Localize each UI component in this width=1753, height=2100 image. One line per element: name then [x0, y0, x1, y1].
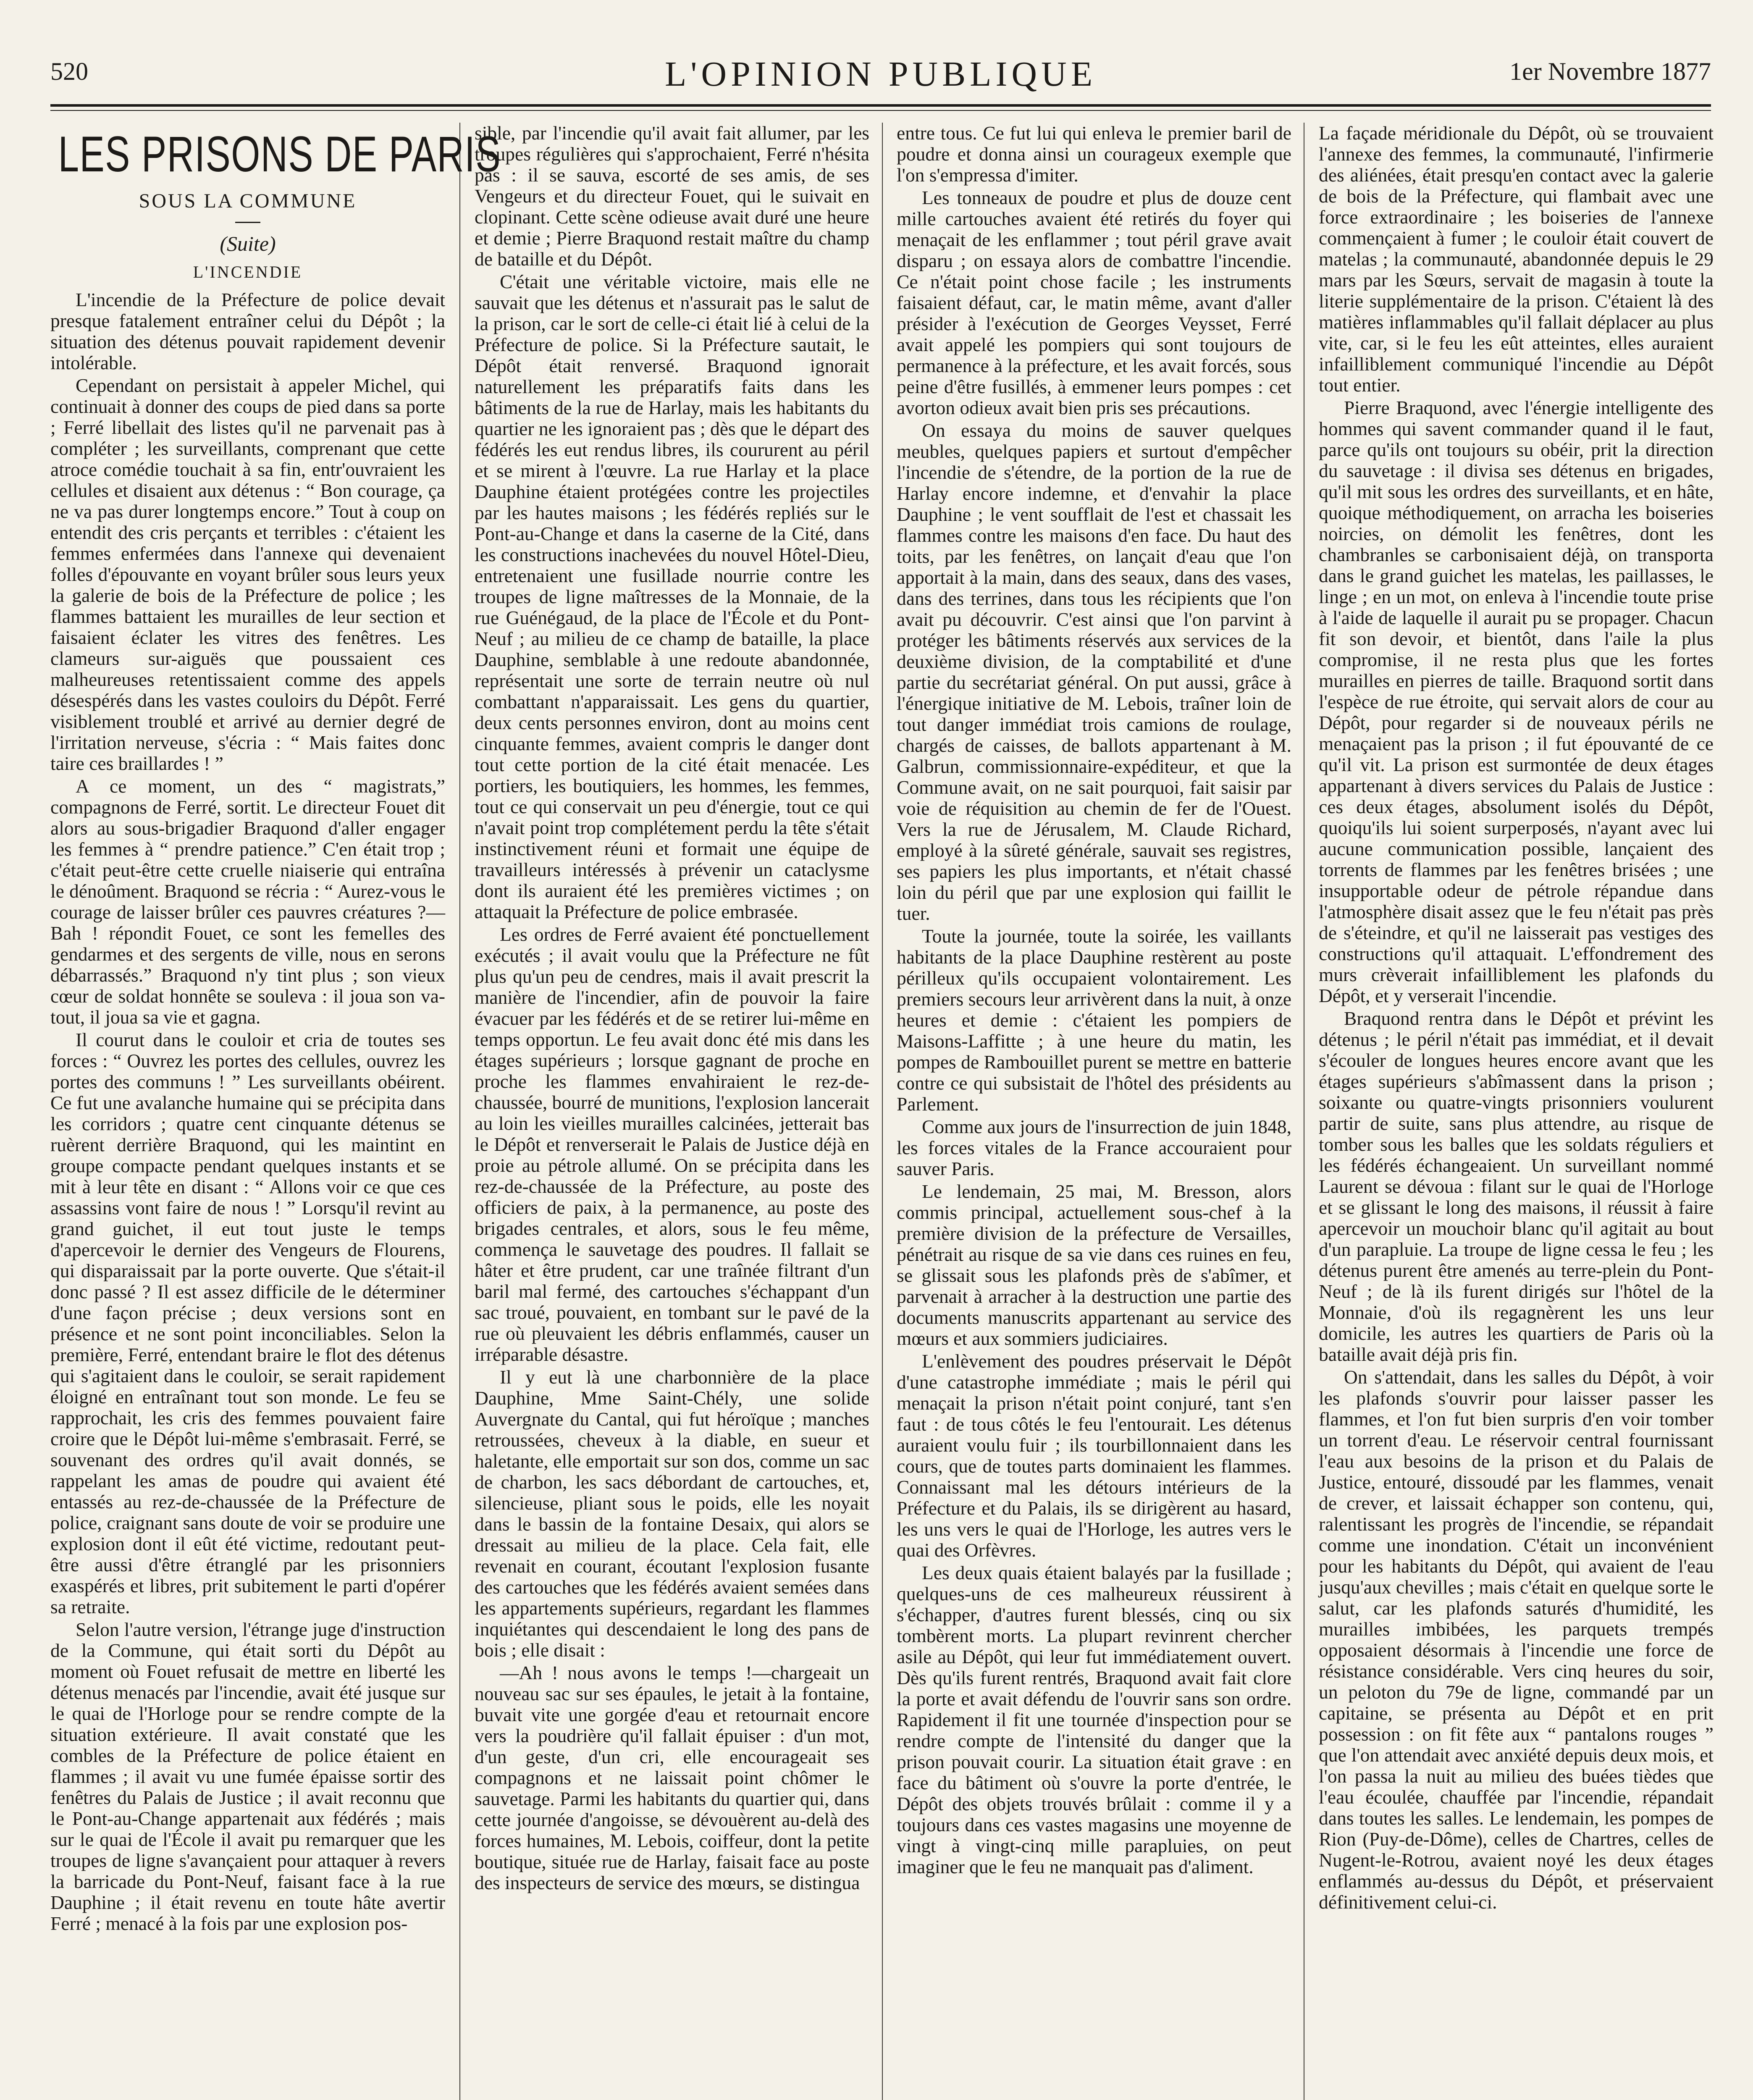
paragraph: Comme aux jours de l'insurrection de juin 1848, les forces vitales de la France accouraient pour sauver Paris.	[897, 1116, 1291, 1179]
article-subtitle: SOUS LA COMMUNE	[139, 190, 357, 212]
header-rule-thin	[50, 110, 1711, 111]
title-dash	[235, 222, 260, 223]
column-1	[50, 123, 501, 2100]
journal-title: L'OPINION PUBLIQUE	[664, 55, 1097, 94]
masthead	[50, 54, 1711, 96]
paragraph: Toute la journée, toute la soirée, les vaillants habitants de la place Dauphine restèrent au poste périlleux qu'ils occupaient volontairement. Les premiers secours leur arrivèrent dans la nuit, à onze heures et demie : c'étaient les pompiers de Maisons-Laffitte ; à une heure du matin, les pompes de Rambouillet purent se mettre en batterie contre ce qui subsistait de l'hôtel des présidents au Parlement.	[897, 925, 1291, 1115]
paragraph: A ce moment, un des “ magistrats,” compagnons de Ferré, sortit. Le directeur Fouet dit alors au sous-brigadier Braquond d'aller engager les femmes à “ prendre patience.” C'en était trop ; c'était peut-être cette cruelle niaiserie qui entraîna le dénoûment. Braquond se récria : “ Aurez-vous le courage de laisser brûler ces pauvres créatures ?—Bah ! répondit Fouet, ce sont les femelles des gendarmes et des sergents de ville, nous en serons débarrassés.” Braquond n'y tint plus ; son vieux cœur de soldat honnête se souleva : il joua son va-tout, il joua sa vie et gagna.	[50, 775, 445, 1028]
column-text	[1319, 123, 1714, 1913]
paragraph: L'incendie de la Préfecture de police devait presque fatalement entraîner celui du Dépôt ; la situation des détenus pouvait rapidement devenir intolérable.	[50, 289, 445, 373]
paragraph: Les ordres de Ferré avaient été ponctuellement exécutés ; il avait voulu que la Préfecture ne fût plus qu'un peu de cendres, mais il avait prescrit la manière de l'incendier, afin de pouvoir la faire évacuer par les fédérés et de se retirer lui-même en temps opportun. Le feu avait donc été mis dans les étages supérieurs ; lorsque gagnant de proche en proche les flammes envahiraient le rez-de-chaussée, bourré de munitions, l'explosion lancerait au loin les vieilles murailles calcinées, jetterait bas le Dépôt et renverserait le Palais de Justice déjà en proie au pétrole allumé. On se précipita dans les rez-de-chaussée de la Préfecture, au poste des officiers de paix, à la permanence, au poste des brigades centrales, et alors, sous le feu même, commença le sauvetage des poudres. Il fallait se hâter et être prudent, car une traînée filtrant d'un baril mal fermé, des cartouches s'échappant d'un sac troué, pouvaient, en tombant sur le pavé de la rue où pleuvaient les débris enflammés, causer un irréparable désastre.	[475, 924, 869, 1365]
column-2	[475, 123, 869, 2100]
paragraph: L'enlèvement des poudres préservait le Dépôt d'une catastrophe immédiate ; mais le péril qui menaçait la prison n'était point conjuré, tant s'en faut : de tous côtés le feu l'entourait. Les détenus auraient voulu fuir ; ils tourbillonnaient dans les cours, que de toutes parts dominaient les flammes. Connaissant mal les détours intérieurs de la Préfecture et du Palais, ils se dirigèrent au hasard, les uns vers le quai de l'Horloge, les autres vers le quai des Orfèvres.	[897, 1350, 1291, 1561]
paragraph: Il y eut là une charbonnière de la place Dauphine, Mme Saint-Chély, une solide Auvergnate du Cantal, qui fut héroïque ; manches retroussées, cheveux à la diable, en sueur et haletante, elle emportait sur son dos, comme un sac de charbon, les sacs débordant de cartouches, et, silencieuse, pliant sous le poids, elle les noyait dans le bassin de la fontaine Desaix, qui alors se dressait au milieu de la place. Cela fait, elle revenait en courant, écoutant l'explosion fusante des cartouches que les fédérés avaient semées dans les appartements supérieurs, regardant les flammes inquiétantes qui descendaient le long des pans de bois ; elle disait :	[475, 1366, 869, 1661]
header-rule	[50, 104, 1711, 107]
paragraph: Les tonneaux de poudre et plus de douze cent mille cartouches avaient été retirés du foyer qui menaçait de les enflammer ; tout péril grave avait disparu ; on essaya alors de combattre l'incendie. Ce n'était point chose facile ; les instruments faisaient défaut, car, le matin même, avant d'aller présider à l'exécution de Georges Veysset, Ferré avait appelé les pompiers qui sont toujours de permanence à la préfecture, et les avait forcés, sous peine d'être fusillés, à emmener leurs pompes : cet avorton odieux avait bien pris ses précautions.	[897, 187, 1291, 418]
section-heading: L'INCENDIE	[193, 262, 303, 281]
paragraph: La façade méridionale du Dépôt, où se trouvaient l'annexe des femmes, la communauté, l'infirmerie des aliénées, était presqu'en contact avec la galerie de bois de la Préfecture, qui flambait avec une force extraordinaire ; les boiseries de l'annexe commençaient à fumer ; le couloir était couvert de matelas ; la communauté, abandonnée depuis le 29 mars par les Sœurs, servait de magasin à toute la literie supplémentaire de la prison. C'étaient là des matières inflammables qu'il fallait déplacer au plus vite, car, si le feu les eût atteintes, elles auraient infailliblement communiqué l'incendie au Dépôt tout entier.	[1319, 122, 1714, 396]
column-text	[50, 289, 445, 1934]
paragraph: Pierre Braquond, avec l'énergie intelligente des hommes qui savent commander quand il le faut, parce qu'ils ont toujours su obéir, prit la direction du sauvetage : il divisa ses détenus en brigades, qu'il mit sous les ordres des surveillants, et en hâte, quoique méthodiquement, on arracha les boiseries noircies, on démolit les fenêtres, dont les chambranles se carbonisaient déjà, on transporta dans le grand guichet les matelas, les paillasses, le linge ; en un mot, on enleva à l'incendie toute prise à l'aide de laquelle il aurait pu se propager. Chacun fit son devoir, et bientôt, dans l'aile la plus compromise, il ne resta plus que les fortes murailles en pierres de taille. Braquond sortit dans l'espèce de rue étroite, qui servait alors de cour au Dépôt, pour regarder si de nouveaux périls ne menaçaient pas la prison ; il fut épouvanté de ce qu'il vit. La prison est surmontée de deux étages appartenant à divers services du Palais de Justice : ces deux étages, absolument isolés du Dépôt, quoiqu'ils lui soient surperposés, n'ayant avec lui aucune communication possible, lançaient des torrents de flammes par les fenêtres brisées ; une insupportable odeur de pétrole répandue dans l'atmosphère disait assez que le feu n'était pas près de s'éteindre, et qu'il ne laisserait pas vestiges des constructions qu'il attaquait. L'effondrement des murs crèverait infailliblement les plafonds du Dépôt, et y verserait l'incendie.	[1319, 397, 1714, 1006]
column-text	[897, 123, 1291, 1877]
column-4	[1319, 123, 1714, 2100]
column-divider	[882, 123, 883, 2100]
paragraph: Selon l'autre version, l'étrange juge d'instruction de la Commune, qui était sorti du Dépôt au moment où Fouet refusait de mettre en liberté les détenus menacés par l'incendie, avait été jusque sur le quai de l'Horloge pour se rendre compte de la situation extérieure. Il avait constaté que les combles de la Préfecture de police étaient en flammes ; il avait vu une fumée épaisse sortir des fenêtres du Palais de Justice ; il avait reconnu que le Pont-au-Change appartenait aux fédérés ; mais sur le quai de l'École il avait pu remarquer que les troupes de ligne s'avançaient pour attaquer à revers la barricade du Pont-Neuf, faisant face à la rue Dauphine ; il était revenu en toute hâte avertir Ferré ; menacé à la fois par une explosion pos-	[50, 1619, 445, 1934]
paragraph: entre tous. Ce fut lui qui enleva le premier baril de poudre et donna ainsi un courageux exemple que l'on s'empressa d'imiter.	[897, 122, 1291, 186]
paragraph: Les deux quais étaient balayés par la fusillade ; quelques-uns de ces malheureux réussirent à s'échapper, d'autres furent blessés, cinq ou six tombèrent morts. La plupart revinrent chercher asile au Dépôt, qui leur fut immédiatement ouvert. Dès qu'ils furent rentrés, Braquond avait fait clore la porte et avait défendu de l'ouvrir sans son ordre. Rapidement il fit une tournée d'inspection pour se rendre compte de l'intensité du danger que la prison pouvait courir. La situation était grave : en face du bâtiment où s'ouvre la porte d'entrée, le Dépôt des objets trouvés brûlait : comme il y a toujours dans ces vastes magasins une moyenne de vingt à vingt-cinq mille parapluies, on peut imaginer que le feu ne manquait pas d'aliment.	[897, 1562, 1291, 1877]
issue-date: 1er Novembre 1877	[1509, 58, 1711, 85]
paragraph: —Ah ! nous avons le temps !—chargeait un nouveau sac sur ses épaules, le jetait à la fontaine, buvait vite une gorgée d'eau et retournait encore vers la poudrière qu'il fallait épuiser : d'un mot, d'un geste, d'un cri, elle encourageait ses compagnons et ne laissait point chômer le sauvetage. Parmi les habitants du quartier qui, dans cette journée d'angoisse, se dévouèrent au-delà des forces humaines, M. Lebois, coiffeur, dont la petite boutique, située rue de Harlay, faisait face au poste des inspecteurs de service des mœurs, se distingua	[475, 1662, 869, 1893]
paragraph: Cependant on persistait à appeler Michel, qui continuait à donner des coups de pied dans sa porte ; Ferré libellait des listes qu'il ne parvenait pas à compléter ; les surveillants, comprenant que cette atroce comédie touchait à sa fin, entr'ouvraient les cellules et disaient aux détenus : “ Bon courage, ça ne va pas durer longtemps encore.” Tout à coup on entendit des cris perçants et terribles : c'étaient les femmes enfermées dans l'annexe qui devenaient folles d'épouvante en voyant brûler sous leurs yeux la galerie de bois de la Préfecture de police ; les flammes battaient les murailles de leur section et faisaient éclater les vitres des fenêtres. Les clameurs sur-aiguës que poussaient ces malheureuses retentissaient comme des appels désespérés dans les vastes couloirs du Dépôt. Ferré visiblement troublé et arrivé au dernier degré de l'irritation nerveuse, s'écria : “ Mais faites donc taire ces braillardes ! ”	[50, 375, 445, 774]
article-title: LES PRISONS DE PARIS	[58, 126, 501, 182]
paragraph: C'était une véritable victoire, mais elle ne sauvait que les détenus et n'assurait pas le salut de la prison, car le sort de celle-ci était lié à celui de la Préfecture de police. Si la Préfecture sautait, le Dépôt était renversé. Braquond ignorait naturellement les préparatifs faits dans les bâtiments de la rue de Harlay, mais les habitants du quartier ne les ignoraient pas ; dès que le départ des fédérés les eut rendus libres, ils coururent au péril et se mirent à l'œuvre. La rue Harlay et la place Dauphine étaient protégées contre les projectiles par les hautes maisons ; les fédérés repliés sur le Pont-au-Change et dans la caserne de la Cité, dans les constructions inachevées du nouvel Hôtel-Dieu, entretenaient une fusillade nourrie contre les troupes de ligne maîtresses de la Monnaie, de la rue Guénégaud, de la place de l'École et du Pont-Neuf ; au milieu de ce champ de bataille, la place Dauphine, semblable à une redoute abandonnée, représentait une sorte de terrain neutre où nul combattant n'apparaissait. Les gens du quartier, deux cents personnes environ, dont au moins cent cinquante femmes, avaient compris le danger dont tout cette portion de la cité était menacée. Les portiers, les boutiquiers, les hommes, les femmes, tout ce qui conservait un peu d'énergie, tout ce qui n'avait point trop complétement perdu la tête s'était instinctivement réuni et formait une équipe de travailleurs intéressés à prévenir un cataclysme dont ils auraient été les premières victimes ; on attaquait la Préfecture de police embrasée.	[475, 271, 869, 922]
paragraph: Le lendemain, 25 mai, M. Bresson, alors commis principal, actuellement sous-chef à la première division de la préfecture de Versailles, pénétrait au risque de sa vie dans ces ruines en feu, se glissait sous les plafonds près de s'abîmer, et parvenait à arracher à la destruction une partie des documents manuscrits appartenant au service des mœurs et aux sommiers judiciaires.	[897, 1181, 1291, 1349]
column-divider	[459, 123, 460, 2100]
paragraph: Braquond rentra dans le Dépôt et prévint les détenus ; le péril n'était pas immédiat, et il devait s'écouler de longues heures encore avant que les étages supérieurs s'abîmassent dans la prison ; soixante ou quatre-vingts prisonniers voulurent partir de suite, sans plus attendre, au risque de tomber sous les balles que les soldats réguliers et les fédérés échangeaient. Un surveillant nommé Laurent se dévoua : filant sur le quai de l'Horloge et se glissant le long des maisons, il réussit à faire apercevoir un mouchoir blanc qu'il agitait au bout d'un parapluie. La troupe de ligne cessa le feu ; les détenus purent être amenés au terre-plein du Pont-Neuf ; de là ils furent dirigés sur l'hôtel de la Monnaie, d'où ils regagnèrent les uns leur domicile, les autres les quartiers de Paris où la bataille avait déjà pris fin.	[1319, 1008, 1714, 1365]
paragraph: On s'attendait, dans les salles du Dépôt, à voir les plafonds s'ouvrir pour laisser passer les flammes, et l'on fut bien surpris d'en voir tomber un torrent d'eau. Le réservoir central fournissant l'eau aux besoins de la prison et du Palais de Justice, entouré, dissoudé par les flammes, venait de crever, et laissait échapper son contenu, qui, ralentissant les progrès de l'incendie, se répandait comme une inondation. C'était un inconvénient pour les habitants du Dépôt, qui avaient de l'eau jusqu'aux chevilles ; mais c'était en quelque sorte le salut, car les plafonds saturés d'humidité, les murailles imbibées, les parquets trempés opposaient désormais à l'incendie une force de résistance considérable. Vers cinq heures du soir, un peloton du 79e de ligne, commandé par un capitaine, se présenta au Dépôt et en prit possession : on fit fête aux “ pantalons rouges ” que l'on attendait avec anxiété depuis deux mois, et l'on passa la nuit au milieu des buées tièdes que l'eau écoulée, chauffée par l'incendie, répandait dans toutes les salles. Le lendemain, les pompes de Rion (Puy-de-Dôme), celles de Chartres, celles de Nugent-le-Rotrou, avaient noyé les deux étages enflammés au-dessus du Dépôt, et préservaient définitivement celui-ci.	[1319, 1366, 1714, 1913]
paragraph: sible, par l'incendie qu'il avait fait allumer, par les troupes régulières qui s'approchaient, Ferré n'hésita pas : il se sauva, escorté de ses amis, de ses Vengeurs et du directeur Fouet, qui le suivait en clopinant. Cette scène odieuse avait duré une heure et demie ; Pierre Braquond restait maître du champ de bataille et du Dépôt.	[475, 122, 869, 270]
column-3	[897, 123, 1291, 2100]
paragraph: Il courut dans le couloir et cria de toutes ses forces : “ Ouvrez les portes des cellules, ouvrez les portes des communs ! ” Les surveillants obéirent. Ce fut une avalanche humaine qui se précipita dans les corridors ; quatre cent cinquante détenus se ruèrent derrière Braquond, qui les maintint en groupe compacte pendant quelques instants et se mit à leur tête en disant : “ Allons voir ce que ces assassins vont faire de nous ! ” Lorsqu'il revint au grand guichet, il eut tout juste le temps d'apercevoir le dernier des Vengeurs de Flourens, qui disparaissait par la porte ouverte. Que s'était-il donc passé ? Il est assez difficile de le déterminer d'une façon précise ; deux versions sont en présence et ne sont point inconciliables. Selon la première, Ferré, entendant braire le flot des détenus qui s'agitaient dans le couloir, se serait rapidement éloigné en entraînant tout son monde. Le feu se rapprochait, les cris des femmes pouvaient faire croire que le Dépôt lui-même s'embrasait. Ferré, se souvenant des ordres qu'il avait donnés, se rappelant les amas de poudre qui avaient été entassés au rez-de-chaussée de la Préfecture de police, craignant sans doute de voir se produire une explosion dont il eût été victime, redoutant peut-être aussi d'être étranglé par les prisonniers exaspérés et libres, prit subitement le parti d'opérer sa retraite.	[50, 1029, 445, 1617]
paragraph: On essaya du moins de sauver quelques meubles, quelques papiers et surtout d'empêcher l'incendie de s'étendre, de la portion de la rue de Harlay encore indemne, et d'envahir la place Dauphine ; le vent soufflait de l'est et chassait les flammes contre les maisons d'en face. Du haut des toits, par les fenêtres, on lançait d'eau que l'on apportait à la main, dans des seaux, dans des vases, dans des terrines, dans tous les récipients que l'on avait pu découvrir. C'est ainsi que l'on parvint à protéger les bâtiments réservés aux services de la deuxième division, de la comptabilité et d'une partie du secrétariat général. On put aussi, grâce à l'énergique initiative de M. Lebois, traîner loin de tout danger immédiat trois camions de roulage, chargés de caisses, de ballots appartenant à M. Galbrun, commissionnaire-expéditeur, et que la Commune avait, on ne sait pourquoi, fait saisir par voie de réquisition au chemin de fer de l'Ouest. Vers la rue de Jérusalem, M. Claude Richard, employé à la sûreté générale, sauvait ses registres, ses papiers les plus importants, et n'était chassé loin du péril que par une explosion qui faillit le tuer.	[897, 420, 1291, 924]
page-number: 520	[50, 58, 88, 85]
article-suite: (Suite)	[220, 232, 276, 255]
column-text	[475, 123, 869, 1893]
